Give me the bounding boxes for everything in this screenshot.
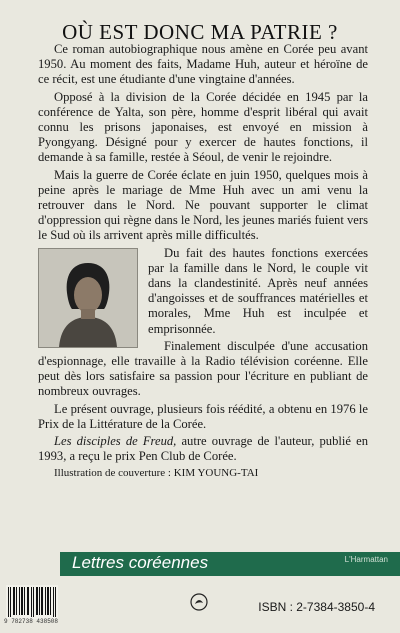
paragraph-father: Opposé à la division de la Corée décidée en 1945 par la conférence de Yalta, son père, homme d'esprit libéral qui avait connu les prisons japonaises, est envoyé en mission à Pyongyang. Désigné pour y exercer de hautes fonctions, il demande à sa famille, restée à Séoul, de venir le rejoindre. <box>38 89 368 165</box>
isbn: ISBN : 2-7384-3850-4 <box>258 600 375 614</box>
paragraph-radio: Finalement disculpée d'une accusation d'espionnage, elle travaille à la Radio télévision coréenne. Elle peut dès lors satisfaire sa passion pour l'écriture en publiant de nombreux ouvrages. <box>38 338 368 399</box>
paragraph-other-work <box>38 434 368 464</box>
back-cover-text <box>38 42 368 484</box>
paragraph-prize: Le présent ouvrage, plusieurs fois réédité, a obtenu en 1976 le Prix de la Littérature de la Corée. <box>38 401 368 431</box>
collection-label: Lettres coréennes <box>72 553 209 572</box>
paragraph-intro: Ce roman autobiographique nous amène en Corée peu avant 1950. Au moment des faits, Madame Huh, auteur et héroïne de ce récit, est une étudiante d'une vingtaine d'années. <box>38 42 368 87</box>
other-work-text: autre ouvrage de l'auteur, publié en 1993, a reçu le prix Pen Club de Corée. <box>38 434 369 464</box>
barcode-number: 9 782738 438508 <box>4 618 59 625</box>
barcode-icon <box>6 585 58 619</box>
illustration-credit: Illustration de couverture : KIM YOUNG-TAI <box>54 467 259 480</box>
publisher-logo-icon <box>190 593 208 611</box>
other-work-title: Les disciples de Freud, <box>54 434 177 449</box>
paragraph-war: Mais la guerre de Corée éclate en juin 1950, quelques mois à peine après le mariage de Mme Huh avec un ami venu la retrouver dans le Nord. Ne pouvant supporter le climat d'oppression qui règne dans le Nord, les jeunes mariés fuient vers le Sud où ils arrivent après mille difficultés. <box>38 167 368 243</box>
author-photo <box>38 248 138 348</box>
book-title: OÙ EST DONC MA PATRIE ? <box>62 20 338 45</box>
paragraph-clandestine: Du fait des hautes fonctions exercées par la famille dans le Nord, le couple vit dans la clandestinité. Après neuf années d'angoisses et de souffrances matérielles et morales, Mme Huh est inculpée et emprisonnée. <box>148 245 368 336</box>
publisher-mark: L'Harmattan <box>344 555 388 564</box>
